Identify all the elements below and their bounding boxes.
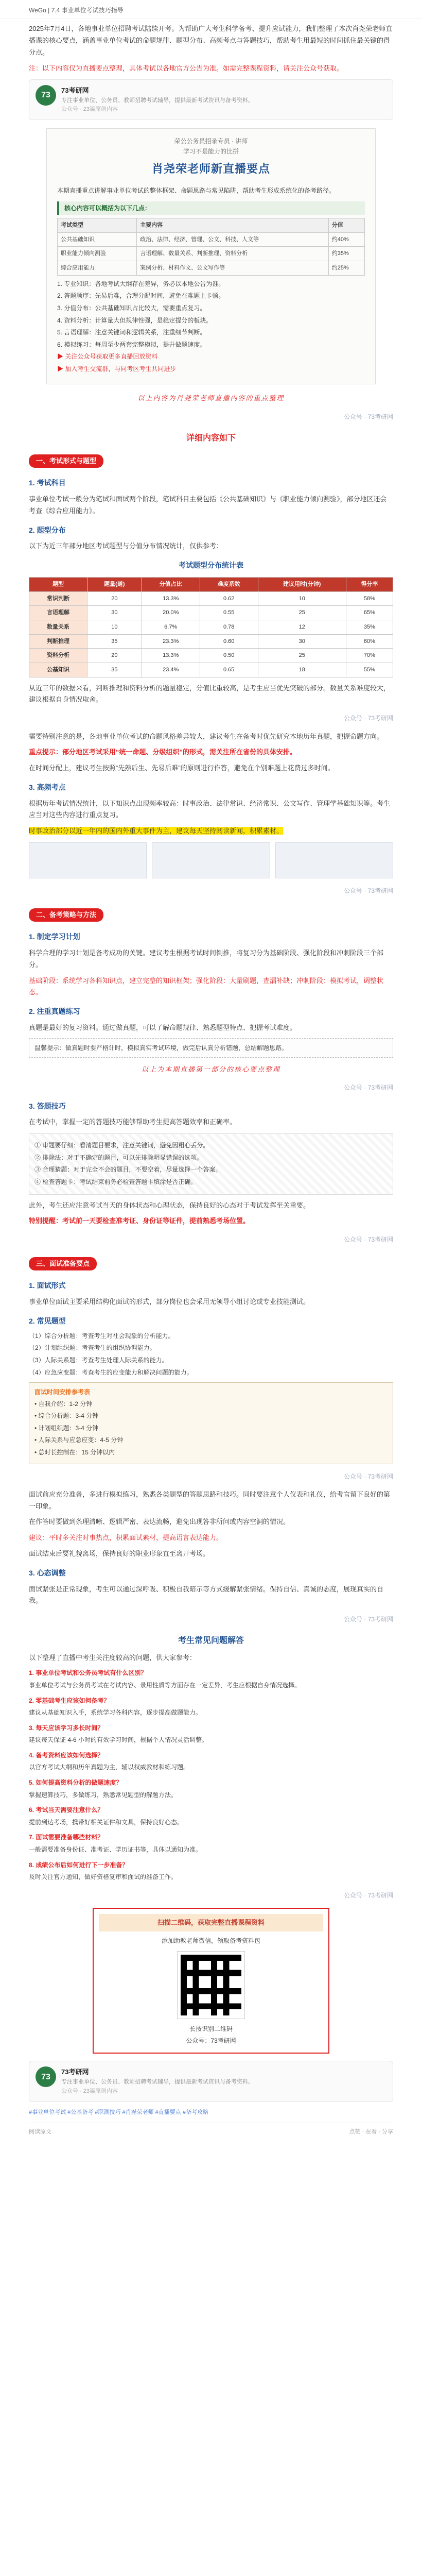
dist-cell: 6.7% [142,620,200,634]
detail-heading: 详细内容如下 [186,433,236,443]
topic-tags[interactable]: #事业单位考试 #公基备考 #职测技巧 #肖尧荣老师 #直播要点 #备考攻略 [29,2109,208,2115]
section-pill-1: 一、考试形式与题型 [29,454,103,468]
qr-code-icon[interactable] [178,1952,244,2019]
subheading: 1. 制定学习计划 [29,933,80,941]
faq-question: 6. 考试当天需要注意什么？ [29,1806,104,1814]
dist-cell: 25 [258,606,346,620]
dist-cell: 0.78 [200,620,258,634]
faq-question: 4. 备考资料应该如何选择？ [29,1751,104,1759]
table-cell: 约25% [328,261,364,276]
dist-header: 题量(道) [87,577,142,591]
paragraph: 事业单位面试主要采用结构化面试的形式，部分岗位也会采用无领导小组讨论或专业技能测试。 [29,1298,310,1306]
dist-header: 建议用时(分钟) [258,577,346,591]
subheading: 2. 题型分布 [29,526,66,534]
list-item: ③ 合理猜题：对于完全不会的题目，不要空着，尽量选择一个答案。 [34,1166,222,1174]
list-item: （1）综合分析题：考查考生对社会现象的分析能力。 [29,1332,174,1340]
faq-answer: 以官方考试大纲和历年真题为主，辅以权威教材和练习题。 [29,1764,190,1771]
table-row [58,247,365,261]
dist-cell: 18 [258,663,346,677]
dist-cell: 13.3% [142,649,200,663]
watermark: 公众号 · 73考研网 [343,715,393,722]
poster-point: 2. 答题顺序：先易后难，合理分配时间，避免在难题上卡顿。 [57,292,225,300]
dist-cell: 23.4% [142,663,200,677]
paragraph: 在时间分配上，建议考生按照“先熟后生、先易后难”的原则进行作答，避免在个别难题上花费过多时间。 [29,764,335,772]
image-placeholder [29,842,147,878]
account-meta: 公众号 · 23篇原创内容 [61,2088,118,2094]
image-placeholder [275,842,393,878]
faq-answer: 掌握速算技巧，多做练习，熟悉常见题型的解题方法。 [29,1791,178,1799]
dist-cell: 20 [87,591,142,606]
dist-table-caption: 考试题型分布统计表 [179,561,243,570]
qr-caption-2: 公众号：73考研网 [186,2037,236,2045]
list-item: ① 审题要仔细：看清题目要求，注意关键词，避免因粗心丢分。 [34,1142,209,1149]
dist-cell: 12 [258,620,346,634]
handwritten-note-2: 以上为本期直播第一部分的核心要点整理 [141,1065,280,1074]
dist-cell: 13.3% [142,591,200,606]
dist-row [29,606,393,620]
table-cell: 案例分析、材料作文、公文写作等 [137,261,329,276]
red-note: 建议：平时多关注时事热点，积累面试素材，提高语言表达能力。 [29,1534,223,1542]
account-name: 73考研网 [61,86,89,94]
faq-answer: 建议从基础知识入手，系统学习各科内容，逐步提高做题能力。 [29,1709,202,1717]
list-item: • 人际关系与应急应变：4-5 分钟 [34,1436,124,1444]
account-card-top[interactable] [29,79,393,120]
faq-question: 8. 成绩公布后如何进行下一步准备？ [29,1861,129,1869]
intro-warning: 注：以下内容仅为直播要点整理，具体考试以各地官方公告为准。如需完整课程资料，请关注公众号获取。 [29,64,344,72]
dist-cell: 35 [87,663,142,677]
dist-cell: 35 [87,634,142,649]
poster-intro: 本期直播重点讲解事业单位考试的整体框架、命题思路与常见陷阱，帮助考生形成系统化的备考路径。 [57,187,336,195]
watermark: 公众号 · 73考研网 [343,1891,393,1899]
list-item: ② 排除法：对于不确定的题目，可以先排除明显错误的选项。 [34,1154,203,1161]
dist-cell: 70% [346,649,393,663]
poster-point: 5. 言语理解：注意关键词和逻辑关系，注重细节判断。 [57,329,206,336]
technique-list [29,1133,393,1194]
list-item: （3）人际关系题：考查考生处理人际关系的能力。 [29,1357,168,1364]
dist-header: 难度系数 [200,577,258,591]
dist-row [29,663,393,677]
intro-paragraph: 2025年7月4日，各地事业单位招聘考试陆续开考。为帮助广大考生科学备考、提升应试能力，我们整理了本次肖尧荣老师直播课的核心要点，涵盖事业单位考试的命题规律、题型分布、高频考点与答题技巧，帮助考生用最短的时间抓住最关键的得分点。 [29,25,393,56]
dist-cell: 公基知识 [29,663,87,677]
summary-poster [46,128,376,384]
faq-answer: 事业单位考试与公务员考试在考试内容、录用性质等方面存在一定差异，考生应根据自身情况选择。 [29,1681,301,1689]
dist-row [29,634,393,649]
qr-caption-1: 长按识别二维码 [189,2025,233,2033]
list-item: • 计划组织题：3-4 分钟 [34,1424,99,1432]
faq-intro: 以下整理了直播中考生关注度较高的问题，供大家参考： [29,1653,197,1662]
subheading: 3. 高频考点 [29,783,66,791]
dist-cell: 25 [258,649,346,663]
list-item: （2）计划组织题：考查考生的组织协调能力。 [29,1344,156,1352]
faq-question: 3. 每天应该学习多长时间？ [29,1724,104,1732]
poster-table-header: 考试类型 [58,218,137,232]
dist-cell: 资料分析 [29,649,87,663]
poster-title: 肖尧荣老师新直播要点 [151,162,270,175]
dist-cell: 10 [258,591,346,606]
table-row [58,232,365,247]
table-cell: 政治、法律、经济、管理、公文、科技、人文等 [137,232,329,247]
list-item: • 综合分析题：3-4 分钟 [34,1412,99,1420]
paragraph: 在考试中，掌握一定的答题技巧能够帮助考生提高答题效率和正确率。 [29,1118,237,1126]
dist-cell: 常识判断 [29,591,87,606]
paragraph: 根据历年考试情况统计，以下知识点出现频率较高：时事政治、法律常识、经济常识、公文写作、管理学基础知识等。考生应当对这些内容进行重点复习。 [29,799,391,819]
subheading: 2. 注重真题练习 [29,1007,80,1016]
account-logo: 73 [36,2066,56,2087]
table-cell: 约40% [328,232,364,247]
section-pill-3: 三、面试准备要点 [29,1257,97,1270]
subheading: 3. 答题技巧 [29,1101,66,1110]
qr-promo-box [93,1908,329,2054]
paragraph: 科学合理的学习计划是备考成功的关键。建议考生根据考试时间倒推，将复习分为基础阶段、强化阶段和冲刺阶段三个部分。 [29,949,384,969]
poster-subtitle-2: 学习不是能力的比拼 [183,148,239,156]
dist-row [29,591,393,606]
paragraph: 此外，考生还应注意考试当天的身体状态和心理状态，保持良好的心态对于考试发挥至关重要。 [29,1201,310,1209]
dist-cell: 58% [346,591,393,606]
faq-question: 5. 如何提高资料分析的做题速度？ [29,1779,122,1787]
read-original-link[interactable]: 阅读原文 [29,2129,51,2136]
poster-table-header: 分值 [328,218,364,232]
subheading: 3. 心态调整 [29,1568,66,1577]
table-cell: 职业能力倾向测验 [58,247,137,261]
subheading: 2. 常见题型 [29,1317,66,1326]
watermark: 公众号 · 73考研网 [343,1236,393,1243]
faq-answer: 及时关注官方通知，做好资格复审和面试的准备工作。 [29,1873,178,1881]
dist-cell: 30 [258,634,346,649]
table-cell: 约35% [328,247,364,261]
dist-cell: 0.60 [200,634,258,649]
watermark: 公众号 · 73考研网 [343,887,393,894]
subheading: 1. 考试科目 [29,479,66,487]
image-placeholder [152,842,270,878]
qr-title: 扫描二维码，获取完整直播课程资料 [99,1914,323,1931]
red-note: 基础阶段：系统学习各科知识点，建立完整的知识框架；强化阶段：大量刷题，查漏补缺；冲刺阶段：模拟考试，调整状态。 [29,976,384,996]
footer-bar [29,2123,393,2141]
poster-subtitle-1: 荣公公务员招录专员 · 讲师 [174,138,248,145]
faq-answer: 建议每天保证 4-6 小时的有效学习时间，根据个人情况灵活调整。 [29,1736,208,1744]
dist-cell: 0.55 [200,606,258,620]
watermark: 公众号 · 73考研网 [343,1084,393,1092]
paragraph: 面试紧张是正常现象，考生可以通过深呼吸、积极自我暗示等方式缓解紧张情绪。保持自信、真诚的态度，展现真实的自我。 [29,1585,384,1605]
poster-point: 3. 分值分布：公共基础知识占比较大，需要重点复习。 [57,304,206,312]
poster-table-header: 主要内容 [137,218,329,232]
faq-answer: 一般需要准备身份证、准考证、学历证书等，具体以通知为准。 [29,1846,202,1854]
dist-cell: 0.62 [200,591,258,606]
dist-header: 题型 [29,577,87,591]
poster-point: 6. 模拟练习：每周至少两套完整模拟，提升做题速度。 [57,341,206,348]
dist-cell: 0.50 [200,649,258,663]
handwritten-note-1: 以上内容为肖尧荣老师直播内容的重点整理 [137,394,285,402]
poster-footer-2: ▶ 加入考生交流群，与同考区考生共同进步 [57,365,177,372]
list-item: • 自我介绍：1-2 分钟 [34,1400,93,1408]
qr-subtitle: 添加助教老师微信，领取备考资料包 [161,1937,260,1945]
paragraph: 真题是最好的复习资料。通过做真题，可以了解命题规律、熟悉题型特点、把握考试难度。 [29,1023,297,1031]
paragraph: 面试前应充分准备，多进行模拟练习，熟悉各类题型的答题思路和技巧。同时要注意个人仪表和礼仪，给考官留下良好的第一印象。 [29,1490,391,1510]
list-item: （4）应急应变题：考查考生的应变能力和解决问题的能力。 [29,1368,193,1376]
highlight-note: 时事政治部分以近一年内的国内外重大事件为主，建议每天坚持阅读新闻，积累素材。 [29,827,284,835]
watermark: 公众号 · 73考研网 [343,1616,393,1623]
dist-cell: 20.0% [142,606,200,620]
share-actions[interactable]: 点赞 · 在看 · 分享 [349,2129,393,2136]
poster-section-bar: 核心内容可以概括为以下几点： [57,201,365,215]
distribution-table [29,577,393,677]
dist-cell: 判断推理 [29,634,87,649]
account-meta: 公众号 · 23篇原创内容 [61,106,118,113]
faq-question: 2. 零基础考生应该如何备考？ [29,1697,110,1704]
paragraph: 从近三年的数据来看，判断推理和资料分析的题量稳定，分值比重较高，是考生应当优先突破的部分。数量关系难度较大，建议根据自身情况取舍。 [29,684,391,704]
paragraph: 面试结束后要礼貌离场，保持良好的职业形象直至离开考场。 [29,1549,210,1557]
dist-header: 得分率 [346,577,393,591]
list-item: • 总时长控制在：15 分钟以内 [34,1448,115,1456]
paragraph: 事业单位考试一般分为笔试和面试两个阶段，笔试科目主要包括《公共基础知识》与《职业能力倾向测验》，部分地区还会考查《综合应用能力》。 [29,495,387,515]
paragraph: 在作答时要做到条理清晰、逻辑严密、表达流畅，避免出现答非所问或内容空洞的情况。 [29,1518,290,1526]
dist-cell: 60% [346,634,393,649]
poster-point: 1. 专业知识：各地考试大纲存在差异，务必以本地公告为准。 [57,280,225,287]
watermark: 公众号 · 73考研网 [343,413,393,420]
dist-row [29,649,393,663]
table-row [58,261,365,276]
dist-header: 分值占比 [142,577,200,591]
poster-table [57,218,365,276]
paragraph: 以下为近三年部分地区考试题型与分值分布情况统计，仅供参考： [29,542,223,550]
schedule-title: 面试时间安排参考表 [34,1388,91,1396]
dist-cell: 35% [346,620,393,634]
section-pill-2: 二、备考策略与方法 [29,908,103,922]
dist-cell: 65% [346,606,393,620]
paragraph: 需要特别注意的是，各地事业单位考试的命题风格差异较大，建议考生在备考时优先研究本地历年真题，把握命题方向。 [29,732,384,740]
window-title: WeGo | 7.4 事业单位考试技巧指导 [0,0,422,19]
account-logo: 73 [36,85,56,106]
poster-point: 4. 资料分析：计算量大但规律性强，是稳定提分的板块。 [57,316,213,324]
dist-cell: 言语理解 [29,606,87,620]
schedule-box [29,1382,393,1464]
faq-answer: 提前到达考场，携带好相关证件和文具，保持良好心态。 [29,1818,184,1826]
table-cell: 言语理解、数量关系、判断推理、资料分析 [137,247,329,261]
account-name: 73考研网 [61,2068,89,2076]
account-desc: 专注事业单位、公务员、教师招聘考试辅导，提供最新考试资讯与备考资料。 [61,97,254,104]
article-content [0,23,422,2141]
dist-cell: 0.65 [200,663,258,677]
list-item: ④ 检查答题卡：考试结束前务必检查答题卡填涂是否正确。 [34,1178,197,1185]
account-desc: 专注事业单位、公务员、教师招聘考试辅导，提供最新考试资讯与备考资料。 [61,2079,254,2086]
dist-row [29,620,393,634]
table-cell: 综合应用能力 [58,261,137,276]
dist-cell: 20 [87,649,142,663]
red-note: 重点提示：部分地区考试采用“统一命题、分级组织”的形式，需关注所在省份的具体安排。 [29,748,297,756]
dist-cell: 55% [346,663,393,677]
poster-footer-1: ▶ 关注公众号获取更多直播回放资料 [57,353,158,361]
tip-box: 温馨提示：做真题时要严格计时，模拟真实考试环境，做完后认真分析错题，总结解题思路。 [29,1038,393,1058]
red-note: 特别提醒：考试前一天要检查准考证、身份证等证件，提前熟悉考场位置。 [29,1217,250,1225]
faq-question: 1. 事业单位考试和公务员考试有什么区别？ [29,1669,147,1677]
watermark: 公众号 · 73考研网 [343,1472,393,1480]
faq-title: 考生常见问题解答 [178,1636,244,1646]
dist-cell: 数量关系 [29,620,87,634]
faq-list [29,1668,393,1883]
subheading: 1. 面试形式 [29,1281,66,1290]
faq-question: 7. 面试需要准备哪些材料？ [29,1834,104,1841]
account-card-bottom[interactable] [29,2061,393,2102]
table-cell: 公共基础知识 [58,232,137,247]
dist-cell: 10 [87,620,142,634]
image-strip [29,842,393,878]
dist-cell: 30 [87,606,142,620]
dist-cell: 23.3% [142,634,200,649]
